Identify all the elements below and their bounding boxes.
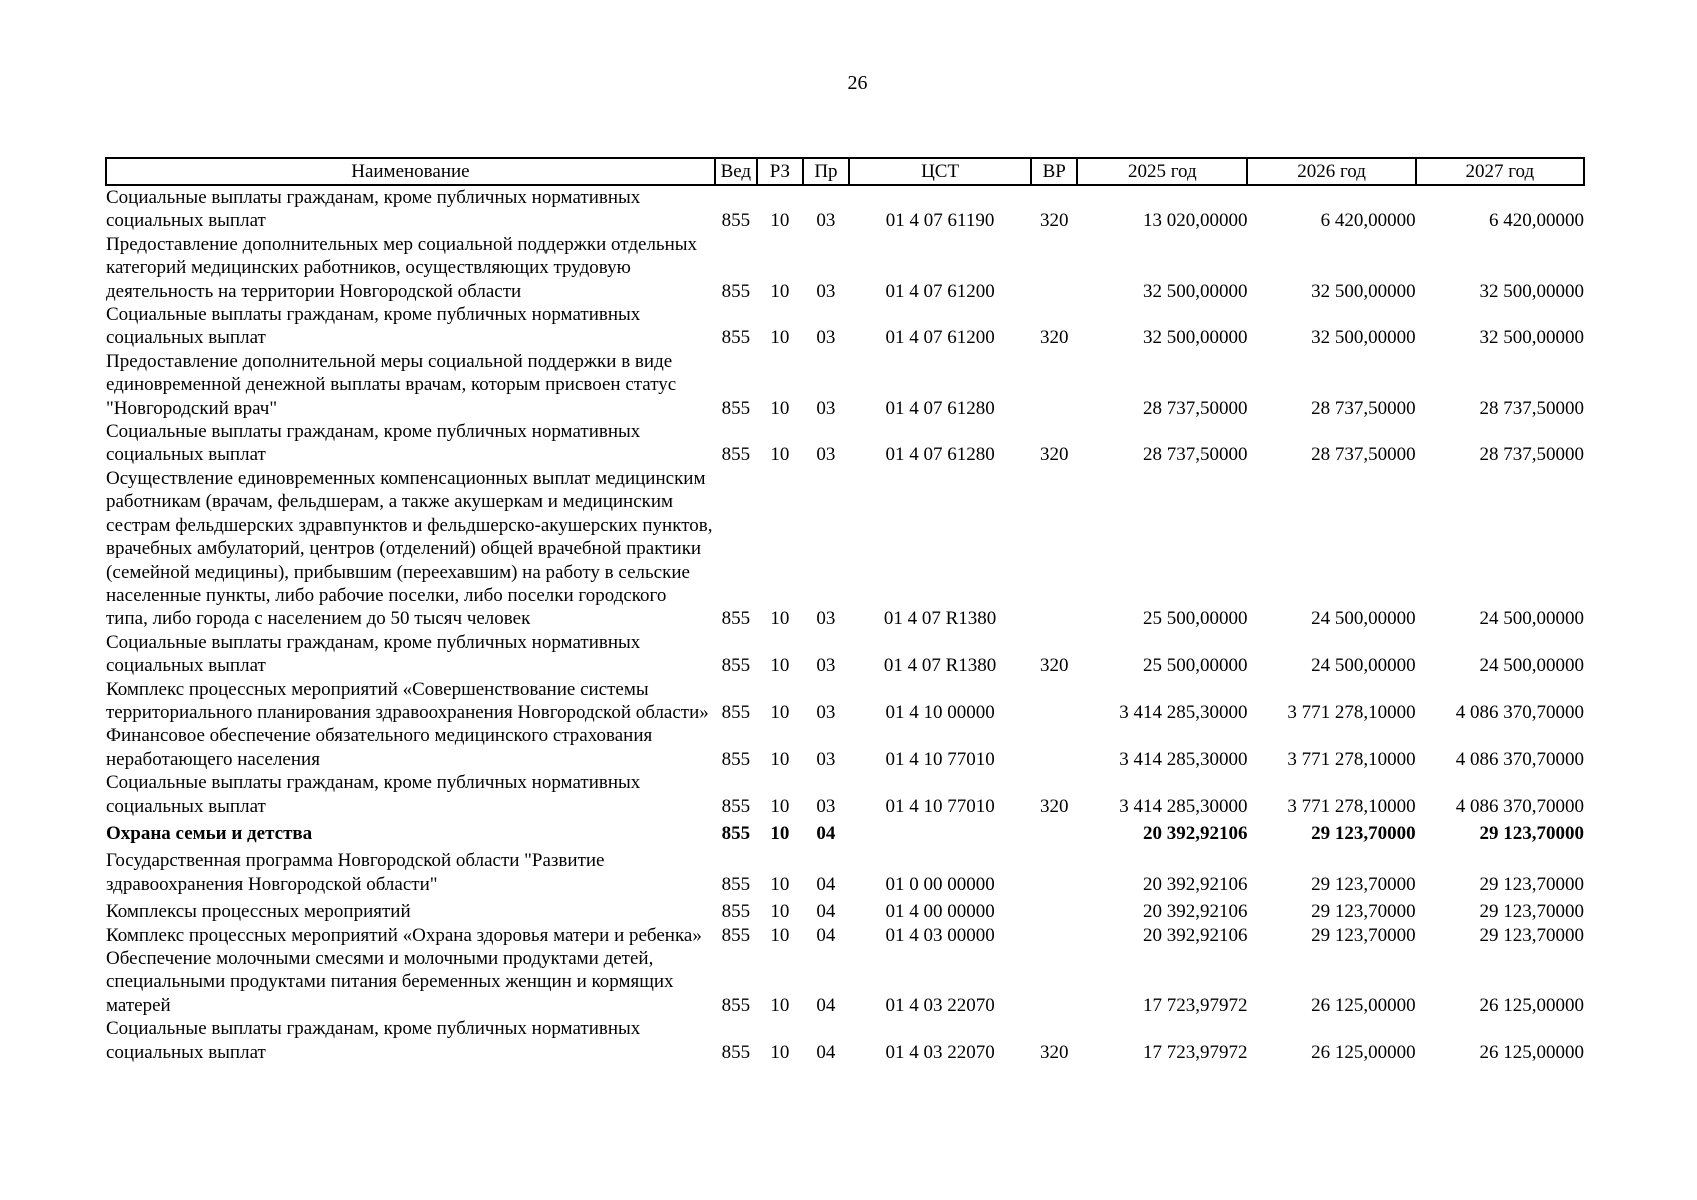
cell-pr: 03 [816,655,836,677]
cell-pr: 03 [816,701,836,723]
cell-pr: 03 [816,608,836,630]
cell-rz: 10 [770,901,790,923]
cell-2025: 20 392,92106 [1142,822,1248,844]
cell-cst: 01 0 00 00000 [885,873,995,895]
cell-pr: 03 [816,280,836,302]
table-row [106,303,1584,350]
cell-2025: 3 414 285,30000 [1119,748,1248,770]
header-2025: 2025 год [1077,158,1247,185]
cell-cst: 01 4 07 R1380 [883,608,997,630]
cell-2027: 28 737,50000 [1479,444,1584,466]
cell-rz: 10 [770,1041,790,1063]
cell-2027: 4 086 370,70000 [1455,701,1584,723]
cell-pr: 04 [816,822,836,844]
cell-2025: 25 500,00000 [1142,608,1248,630]
cell-2027: 32 500,00000 [1479,327,1584,349]
cell-2027: 29 123,70000 [1479,901,1584,923]
cell-rz: 10 [770,822,790,844]
table-row [106,818,1584,845]
cell-name: Социальные выплаты гражданам, кроме публичных нормативных социальных выплат [106,772,641,817]
cell-2026: 29 123,70000 [1311,873,1416,895]
cell-cst [849,818,1031,845]
cell-ved: 855 [721,210,751,232]
cell-name: Осуществление единовременных компенсационных выплат медицинским работникам (врачам, фельдшерам, а также акушеркам и медицинским сестрам фельдшерских здравпунктов и фельдшерско-акушерских пунктов, врачебных амбулаторий, центров (отделений) общей врачебной практики (семейной медицины), прибывшим (переехавшим) на работу в сельские населенные пункты, либо рабочие поселки, либо поселки городского типа, либо города с населением до 50 тысяч человек [106,467,713,630]
cell-vr [1031,678,1077,725]
cell-ved: 855 [721,822,751,844]
cell-vr [1031,724,1077,771]
cell-pr: 04 [816,873,836,895]
table-row [106,845,1584,896]
cell-cst: 01 4 07 61280 [885,397,995,419]
cell-2025: 20 392,92106 [1142,873,1248,895]
cell-ved: 855 [721,397,751,419]
cell-2027: 28 737,50000 [1479,397,1584,419]
cell-2026: 24 500,00000 [1311,655,1416,677]
cell-vr: 320 [1039,795,1069,817]
cell-rz: 10 [770,280,790,302]
cell-2025: 17 723,97972 [1142,994,1248,1016]
cell-2025: 13 020,00000 [1142,210,1248,232]
cell-cst: 01 4 07 61200 [885,280,995,302]
table-row [106,420,1584,467]
cell-vr [1031,947,1077,1017]
cell-2026: 6 420,00000 [1320,210,1416,232]
cell-rz: 10 [770,655,790,677]
cell-2025: 25 500,00000 [1142,655,1248,677]
header-rz: РЗ [757,158,803,185]
cell-rz: 10 [770,701,790,723]
table-body [106,185,1584,1064]
cell-2027: 26 125,00000 [1479,994,1584,1016]
cell-2026: 28 737,50000 [1311,397,1416,419]
cell-2025: 28 737,50000 [1142,397,1248,419]
cell-ved: 855 [721,994,751,1016]
table-row [106,678,1584,725]
cell-vr: 320 [1039,210,1069,232]
cell-2026: 3 771 278,10000 [1287,701,1416,723]
cell-2027: 26 125,00000 [1479,1041,1584,1063]
cell-cst: 01 4 00 00000 [885,901,995,923]
cell-rz: 10 [770,327,790,349]
cell-ved: 855 [721,327,751,349]
table-row [106,1017,1584,1064]
cell-2027: 29 123,70000 [1479,924,1584,946]
cell-2025: 20 392,92106 [1142,924,1248,946]
cell-name: Финансовое обеспечение обязательного медицинского страхования неработающего населения [106,725,653,770]
cell-rz: 10 [770,994,790,1016]
cell-ved: 855 [721,901,751,923]
header-ved: Вед [715,158,757,185]
cell-vr: 320 [1039,655,1069,677]
cell-pr: 04 [816,1041,836,1063]
table-row [106,350,1584,420]
cell-2026: 3 771 278,10000 [1287,748,1416,770]
cell-cst: 01 4 03 22070 [885,1041,995,1063]
cell-name: Обеспечение молочными смесями и молочными продуктами детей, специальными продуктами питания беременных женщин и кормящих матерей [106,948,674,1016]
cell-ved: 855 [721,655,751,677]
cell-2025: 3 414 285,30000 [1119,701,1248,723]
cell-2027: 29 123,70000 [1479,822,1584,844]
cell-name: Социальные выплаты гражданам, кроме публичных нормативных социальных выплат [106,631,641,677]
cell-cst: 01 4 07 61280 [885,444,995,466]
cell-2026: 32 500,00000 [1311,327,1416,349]
cell-2026: 29 123,70000 [1311,901,1416,923]
header-pr: Пр [803,158,849,185]
cell-cst: 01 4 10 77010 [885,748,995,770]
cell-2027: 6 420,00000 [1489,210,1584,232]
cell-2027: 24 500,00000 [1479,655,1584,677]
header-name: Наименование [106,158,715,185]
cell-cst: 01 4 10 77010 [885,795,995,817]
cell-vr [1031,350,1077,420]
cell-vr [1031,896,1077,923]
cell-vr [1031,233,1077,303]
cell-cst: 01 4 03 00000 [885,924,995,946]
header-vr: ВР [1031,158,1077,185]
table-row [106,947,1584,1017]
cell-2026: 26 125,00000 [1311,1041,1416,1063]
cell-vr: 320 [1039,1041,1069,1063]
cell-vr [1031,818,1077,845]
cell-2026: 3 771 278,10000 [1287,795,1416,817]
cell-name: Социальные выплаты гражданам, кроме публичных нормативных социальных выплат [106,421,641,466]
cell-name: Комплекс процессных мероприятий «Охрана здоровья матери и ребенка» [106,924,702,946]
page-number: 26 [847,72,868,94]
cell-vr [1031,845,1077,896]
table-row [106,467,1584,631]
cell-vr [1031,924,1077,947]
cell-name: Социальные выплаты гражданам, кроме публичных нормативных социальных выплат [106,304,641,349]
cell-ved: 855 [721,748,751,770]
cell-pr: 03 [816,444,836,466]
cell-ved: 855 [721,795,751,817]
table-row [106,724,1584,771]
cell-rz: 10 [770,873,790,895]
cell-2027: 32 500,00000 [1479,280,1584,302]
cell-pr: 04 [816,994,836,1016]
table-row [106,233,1584,303]
cell-2025: 17 723,97972 [1142,1041,1248,1063]
cell-pr: 03 [816,210,836,232]
cell-ved: 855 [721,280,751,302]
cell-vr: 320 [1039,327,1069,349]
cell-pr: 03 [816,327,836,349]
cell-ved: 855 [721,701,751,723]
cell-name: Комплексы процессных мероприятий [106,901,411,923]
cell-cst: 01 4 07 R1380 [883,655,997,677]
table-row [106,924,1584,947]
budget-table [105,157,1585,1064]
header-2026: 2026 год [1247,158,1415,185]
cell-2025: 28 737,50000 [1142,444,1248,466]
cell-2026: 29 123,70000 [1311,822,1416,844]
cell-rz: 10 [770,795,790,817]
cell-pr: 04 [816,924,836,946]
cell-2026: 24 500,00000 [1311,608,1416,630]
cell-pr: 04 [816,901,836,923]
cell-vr [1031,467,1077,631]
header-row [106,158,1584,185]
cell-2026: 28 737,50000 [1311,444,1416,466]
cell-rz: 10 [770,210,790,232]
cell-vr: 320 [1039,444,1069,466]
table-row [106,896,1584,923]
cell-rz: 10 [770,397,790,419]
table-row [106,631,1584,678]
cell-rz: 10 [770,444,790,466]
cell-pr: 03 [816,748,836,770]
cell-name: Государственная программа Новгородской области "Развитие здравоохранения Новгородской области" [106,850,605,895]
header-2027: 2027 год [1416,158,1584,185]
cell-2025: 3 414 285,30000 [1119,795,1248,817]
cell-name: Предоставление дополнительной меры социальной поддержки в виде единовременной денежной выплаты врачам, которым присвоен статус "Новгородский врач" [106,350,677,419]
table-row [106,771,1584,818]
cell-name: Социальные выплаты гражданам, кроме публичных нормативных социальных выплат [106,1018,641,1063]
cell-cst: 01 4 07 61200 [885,327,995,349]
cell-2027: 29 123,70000 [1479,873,1584,895]
cell-2025: 32 500,00000 [1142,327,1248,349]
table-header [106,158,1584,185]
cell-cst: 01 4 10 00000 [885,701,995,723]
cell-name: Охрана семьи и детства [106,822,313,844]
cell-ved: 855 [721,1041,751,1063]
cell-ved: 855 [721,444,751,466]
header-cst: ЦСТ [849,158,1031,185]
cell-cst: 01 4 07 61190 [885,210,995,232]
cell-pr: 03 [816,397,836,419]
cell-ved: 855 [721,608,751,630]
cell-name: Социальные выплаты гражданам, кроме публичных нормативных социальных выплат [106,187,641,232]
cell-2025: 32 500,00000 [1142,280,1248,302]
cell-2027: 4 086 370,70000 [1455,748,1584,770]
cell-rz: 10 [770,608,790,630]
cell-name: Комплекс процессных мероприятий «Совершенствование системы территориального планирования здравоохранения Новгородской области» [106,678,709,723]
cell-2026: 32 500,00000 [1311,280,1416,302]
cell-ved: 855 [721,873,751,895]
cell-2027: 24 500,00000 [1479,608,1584,630]
cell-cst: 01 4 03 22070 [885,994,995,1016]
cell-rz: 10 [770,748,790,770]
cell-2027: 4 086 370,70000 [1455,795,1584,817]
cell-2026: 26 125,00000 [1311,994,1416,1016]
table-row [106,185,1584,233]
cell-pr: 03 [816,795,836,817]
cell-name: Предоставление дополнительных мер социальной поддержки отдельных категорий медицинских работников, осуществляющих трудовую деятельность на территории Новгородской области [106,233,698,302]
cell-2026: 29 123,70000 [1311,924,1416,946]
cell-2025: 20 392,92106 [1142,901,1248,923]
cell-rz: 10 [770,924,790,946]
cell-ved: 855 [721,924,751,946]
